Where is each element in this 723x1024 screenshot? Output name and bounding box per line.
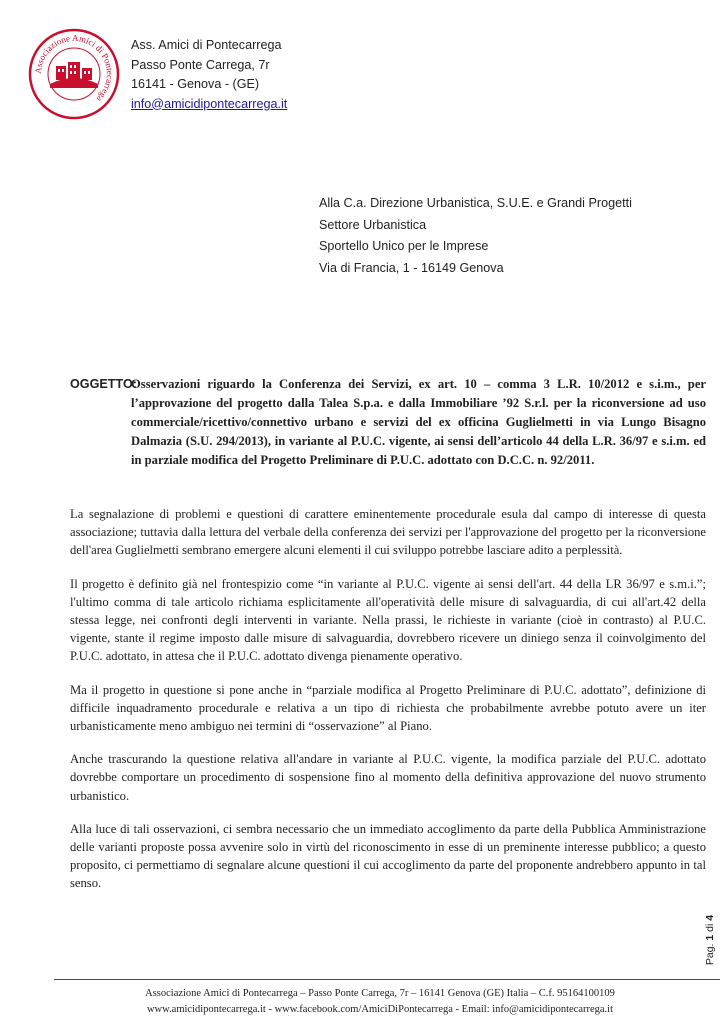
page-of: di [704, 923, 716, 932]
subject-text: Osservazioni riguardo la Conferenza dei Servizi, ex art. 10 – comma 3 L.R. 10/2012 e s.i.m., per l’approvazione del progetto dalla Talea S.p.a. e dalla Immobiliare ’92 S.r.l. per la riconversione ad uso commerciale/ricettivo/connettivo urbano e servizi del ex officina Guglielmetti in via Lungo Bisagno Dalmazia (S.U. 294/2013), in variante al P.U.C. vigente, ai sensi dell’articolo 44 della L.R. 36/97 e s.i.m. ed in parziale modifica del Progetto Preliminare di P.U.C. adottato con D.C.C. n. 92/2011. [131, 377, 706, 467]
sender-address [131, 36, 287, 114]
page-current: 1 [704, 934, 716, 941]
footer-line-1: Associazione Amici di Pontecarrega – Passo Ponte Carrega, 7r – 16141 Genova (GE) Italia – C.f. 95164100109 [145, 988, 615, 999]
page-prefix: Pag. [704, 943, 716, 966]
recipient-line-2: Settore Urbanistica [319, 217, 427, 232]
subject-block [70, 375, 706, 470]
footer [40, 986, 720, 1018]
sender-city: 16141 - Genova - (GE) [131, 77, 260, 91]
sender-name: Ass. Amici di Pontecarrega [131, 38, 282, 52]
sender-email-link[interactable]: info@amicidipontecarrega.it [131, 96, 288, 111]
letter-body [70, 505, 706, 908]
sender-street: Passo Ponte Carrega, 7r [131, 57, 270, 72]
recipient-address [319, 193, 632, 279]
footer-divider [54, 979, 720, 980]
logo-ring-text: Associazione Amici di Pontecarrega [32, 32, 116, 105]
recipient-line-1: Alla C.a. Direzione Urbanistica, S.U.E. e Grandi Progetti [319, 196, 632, 210]
page-number [700, 912, 714, 972]
page-total: 4 [704, 914, 716, 921]
recipient-line-3: Sportello Unico per le Imprese [319, 239, 489, 253]
body-paragraph-5: Alla luce di tali osservazioni, ci sembra necessario che un immediato accoglimento da parte della Pubblica Amministrazione delle varianti proposte possa avvenire solo in virtù del riconoscimento in esse di un preminente interesse pubblico; a questo proposito, ci permettiamo di segnalare alcune questioni il cui accoglimento da parte del proponente andrebbero appunto in tal senso. [70, 821, 706, 891]
recipient-line-4: Via di Francia, 1 - 16149 Genova [319, 260, 504, 275]
body-paragraph-2: Il progetto è definito già nel frontespizio come “in variante al P.U.C. vigente ai sensi dell'art. 44 della LR 36/97 e s.m.i.”; l'ultimo comma di tale articolo richiama esplicitamente all'operatività delle misure di salvaguardia, di cui all'art.42 della stessa legge, nei confronti degli interventi in variante. Nella prassi, le richieste in variante (cioè in contrasto) al P.U.C. vigente, stante il regime imposto dalle misure di salvaguardia, dovrebbero ricevere un diniego senza il coinvolgimento del P.U.C. adottato, in attesa che il P.U.C. adottato divenga pienamente operativo. [70, 576, 706, 664]
subject-label: OGGETTO: [70, 377, 137, 391]
association-logo [28, 28, 120, 120]
footer-line-2: www.amicidipontecarrega.it - www.facebook.com/AmiciDiPontecarrega - Email: info@amicidipontecarrega.it [146, 1004, 614, 1015]
body-paragraph-4: Anche trascurando la questione relativa all'andare in variante al P.U.C. vigente, la modifica parziale del P.U.C. adottato dovrebbe comportare un procedimento di sospensione fino al momento della definitiva approvazione del nuovo strumento urbanistico. [70, 752, 706, 803]
body-paragraph-3: Ma il progetto in questione si pone anche in “parziale modifica al Progetto Preliminare di P.U.C. adottato”, definizione di difficile inquadramento procedurale e relativa a un tipo di richiesta che probabilmente avrebbe potuto avere un iter urbanisticamente meno ambiguo nei termini di “osservazione” al Piano. [70, 682, 706, 734]
body-paragraph-1: La segnalazione di problemi e questioni di carattere eminentemente procedurale esula dal campo di interesse di questa associazione; tuttavia dalla lettura del verbale della conferenza dei servizi per l'approvazione del progetto per la riconversione dell'area Guglielmetti sembrano emergere alcuni elementi il cui sviluppo potrebbe lasciare adito a perplessità. [70, 507, 706, 558]
